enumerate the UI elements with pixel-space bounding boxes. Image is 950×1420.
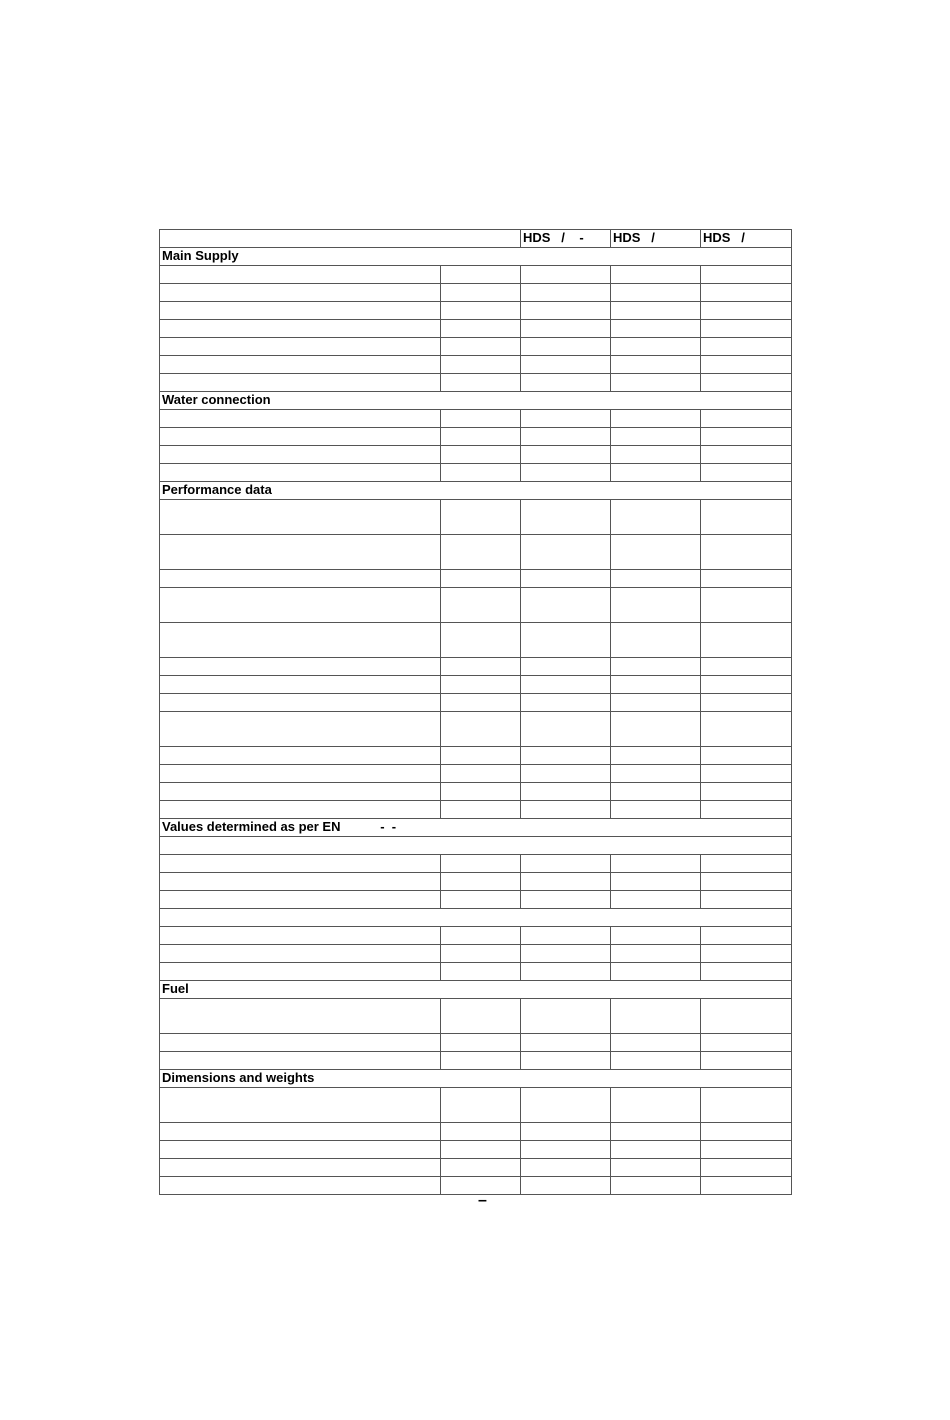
table-cell: [611, 266, 701, 284]
table-cell: [611, 963, 701, 981]
section-title: Dimensions and weights: [160, 1070, 792, 1088]
table-cell: [701, 694, 792, 712]
table-cell: [701, 570, 792, 588]
table-cell: [160, 801, 441, 819]
table-cell: [701, 712, 792, 747]
table-cell: [160, 588, 441, 623]
section-row: [160, 248, 792, 266]
table-row: [160, 284, 792, 302]
table-cell: [611, 1034, 701, 1052]
table-cell: [521, 266, 611, 284]
table-row: [160, 1034, 792, 1052]
table-row: [160, 891, 792, 909]
table-cell: [441, 570, 521, 588]
table-cell: [160, 712, 441, 747]
table-row: [160, 1159, 792, 1177]
table-cell: [160, 623, 441, 658]
table-cell: [160, 410, 441, 428]
table-cell: [441, 356, 521, 374]
table-cell: [521, 410, 611, 428]
table-cell: [160, 694, 441, 712]
table-cell: [701, 500, 792, 535]
table-cell: [521, 623, 611, 658]
table-cell: [611, 712, 701, 747]
table-cell: [441, 410, 521, 428]
table-cell: [441, 801, 521, 819]
table-cell: [441, 1123, 521, 1141]
table-cell: [701, 410, 792, 428]
table-cell: [701, 676, 792, 694]
table-cell: [611, 658, 701, 676]
table-cell: [611, 855, 701, 873]
table-cell: [521, 873, 611, 891]
table-cell: [701, 302, 792, 320]
table-row: [160, 1123, 792, 1141]
header-cell: [160, 230, 521, 248]
table-cell: [160, 765, 441, 783]
table-row: [160, 909, 792, 927]
table-cell: [160, 284, 441, 302]
table-cell: [160, 1052, 441, 1070]
table-cell: [160, 374, 441, 392]
table-row: [160, 320, 792, 338]
table-cell: [701, 446, 792, 464]
table-cell: [441, 320, 521, 338]
table-row: [160, 801, 792, 819]
table-row: [160, 873, 792, 891]
table-cell: [701, 963, 792, 981]
table-cell: [611, 676, 701, 694]
table-cell: [160, 963, 441, 981]
table-cell: [521, 1088, 611, 1123]
table-cell: [441, 284, 521, 302]
table-cell: [611, 338, 701, 356]
table-cell: [611, 891, 701, 909]
table-cell: [160, 999, 441, 1034]
table-row: [160, 1141, 792, 1159]
table-row: [160, 356, 792, 374]
table-cell: [701, 284, 792, 302]
table-cell: [521, 963, 611, 981]
table-cell: [441, 535, 521, 570]
table-cell: [521, 1052, 611, 1070]
table-row: [160, 338, 792, 356]
table-cell: [521, 338, 611, 356]
table-cell: [521, 658, 611, 676]
table-cell: [441, 1088, 521, 1123]
table-cell: [611, 927, 701, 945]
table-cell: [160, 428, 441, 446]
table-cell: [521, 1159, 611, 1177]
table-cell: [521, 801, 611, 819]
table-cell: [521, 500, 611, 535]
table-cell: [441, 873, 521, 891]
table-cell: [701, 338, 792, 356]
table-cell: [701, 356, 792, 374]
table-cell: [701, 320, 792, 338]
table-cell: [611, 801, 701, 819]
table-cell: [701, 658, 792, 676]
table-cell: [441, 446, 521, 464]
table-cell: [160, 500, 441, 535]
table-cell: [441, 694, 521, 712]
table-cell: [160, 891, 441, 909]
table-cell: [611, 1159, 701, 1177]
table-cell: [160, 1159, 441, 1177]
table-row: [160, 855, 792, 873]
table-cell: [701, 374, 792, 392]
table-cell: [611, 623, 701, 658]
table-cell: [441, 658, 521, 676]
table-cell: [441, 1159, 521, 1177]
section-row: [160, 482, 792, 500]
table-cell: [441, 783, 521, 801]
table-cell: [701, 783, 792, 801]
table-cell: [701, 1177, 792, 1195]
table-cell: [611, 446, 701, 464]
table-cell: [611, 783, 701, 801]
table-cell: [441, 464, 521, 482]
table-row: [160, 694, 792, 712]
table-cell: [701, 1159, 792, 1177]
section-row: [160, 392, 792, 410]
table-cell: [701, 535, 792, 570]
table-cell: [611, 356, 701, 374]
section-row: [160, 981, 792, 999]
table-cell: [611, 535, 701, 570]
table-cell: [441, 891, 521, 909]
table-cell: [611, 374, 701, 392]
section-title: Values determined as per EN - -: [160, 819, 792, 837]
section-title: Main Supply: [160, 248, 792, 266]
table-cell: [701, 927, 792, 945]
table-row: [160, 374, 792, 392]
table-cell: [160, 927, 441, 945]
table-cell: [521, 765, 611, 783]
table-cell: [521, 1034, 611, 1052]
table-cell: [160, 1123, 441, 1141]
table-cell: [611, 302, 701, 320]
section-title: Performance data: [160, 482, 792, 500]
page-mark: –: [478, 1192, 487, 1209]
table-cell: [441, 623, 521, 658]
table-cell: [441, 500, 521, 535]
table-cell: [521, 927, 611, 945]
table-row: [160, 570, 792, 588]
table-row: [160, 712, 792, 747]
table-cell: [160, 1177, 441, 1195]
table-cell: [160, 570, 441, 588]
table-cell: [521, 855, 611, 873]
table-row: [160, 837, 792, 855]
table-cell: [160, 676, 441, 694]
table-row: [160, 676, 792, 694]
table-cell: [441, 338, 521, 356]
table-row: [160, 783, 792, 801]
section-title: Water connection: [160, 392, 792, 410]
table-cell: [160, 338, 441, 356]
table-row: [160, 1177, 792, 1195]
table-cell: [441, 927, 521, 945]
table-cell: [160, 855, 441, 873]
table-cell: [160, 320, 441, 338]
table-cell: [160, 1034, 441, 1052]
table-row: [160, 500, 792, 535]
table-cell: [521, 446, 611, 464]
table-cell: [701, 464, 792, 482]
table-cell: [701, 1052, 792, 1070]
table-cell: [521, 356, 611, 374]
table-row: [160, 266, 792, 284]
section-title: Fuel: [160, 981, 792, 999]
spec-table: [159, 229, 792, 1195]
table-cell: [160, 1088, 441, 1123]
table-row: [160, 945, 792, 963]
table-cell: [611, 945, 701, 963]
table-cell: [701, 266, 792, 284]
table-cell: [611, 1177, 701, 1195]
table-cell: [521, 1141, 611, 1159]
table-cell: [160, 302, 441, 320]
table-row: [160, 302, 792, 320]
table-cell: [521, 1177, 611, 1195]
table-row: [160, 1088, 792, 1123]
table-row: [160, 446, 792, 464]
table-cell: [441, 374, 521, 392]
table-cell: [521, 535, 611, 570]
table-row: [160, 999, 792, 1034]
table-cell: [611, 747, 701, 765]
table-cell: [441, 428, 521, 446]
table-cell: [701, 1088, 792, 1123]
table-cell: [611, 284, 701, 302]
table-cell: [611, 428, 701, 446]
table-cell: [441, 747, 521, 765]
table-row: [160, 927, 792, 945]
table-row: [160, 658, 792, 676]
table-cell: [611, 765, 701, 783]
section-row: [160, 1070, 792, 1088]
table-cell: [611, 464, 701, 482]
table-cell: [611, 500, 701, 535]
table-cell: [160, 464, 441, 482]
table-cell: [441, 1034, 521, 1052]
table-row: [160, 535, 792, 570]
table-row: [160, 1052, 792, 1070]
table-cell: [160, 783, 441, 801]
table-cell: [441, 712, 521, 747]
table-cell: [521, 284, 611, 302]
table-row: [160, 623, 792, 658]
table-cell: [701, 747, 792, 765]
table-cell: [160, 873, 441, 891]
table-cell: [160, 945, 441, 963]
table-cell: [701, 999, 792, 1034]
table-row: [160, 464, 792, 482]
table-cell: [611, 588, 701, 623]
table-row: [160, 410, 792, 428]
table-cell: [160, 658, 441, 676]
table-cell: [160, 446, 441, 464]
table-cell: [160, 909, 792, 927]
table-cell: [521, 428, 611, 446]
header-row: [160, 230, 792, 248]
table-cell: [521, 302, 611, 320]
table-cell: [521, 374, 611, 392]
table-cell: [160, 356, 441, 374]
table-cell: [521, 945, 611, 963]
table-cell: [441, 1141, 521, 1159]
table-cell: [611, 1052, 701, 1070]
table-cell: [160, 837, 792, 855]
section-row: [160, 819, 792, 837]
table-cell: [521, 588, 611, 623]
table-cell: [611, 570, 701, 588]
table-cell: [521, 1123, 611, 1141]
table-cell: [160, 535, 441, 570]
table-cell: [611, 873, 701, 891]
table-row: [160, 963, 792, 981]
table-cell: [611, 694, 701, 712]
table-cell: [521, 712, 611, 747]
table-cell: [521, 783, 611, 801]
table-cell: [611, 410, 701, 428]
table-cell: [521, 464, 611, 482]
table-cell: [701, 873, 792, 891]
table-cell: [611, 1088, 701, 1123]
table-cell: [441, 765, 521, 783]
table-cell: [441, 945, 521, 963]
table-cell: [160, 1141, 441, 1159]
table-row: [160, 747, 792, 765]
table-cell: [441, 963, 521, 981]
table-cell: [611, 999, 701, 1034]
table-cell: [521, 999, 611, 1034]
table-cell: [521, 676, 611, 694]
table-cell: [701, 855, 792, 873]
model-header: HDS /: [611, 230, 701, 248]
table-cell: [441, 1052, 521, 1070]
table-cell: [701, 1034, 792, 1052]
table-cell: [701, 623, 792, 658]
table-cell: [521, 891, 611, 909]
table-cell: [521, 694, 611, 712]
model-header: HDS / -: [521, 230, 611, 248]
table-cell: [441, 302, 521, 320]
table-cell: [441, 266, 521, 284]
table-row: [160, 588, 792, 623]
table-cell: [701, 891, 792, 909]
table-row: [160, 428, 792, 446]
table-cell: [441, 855, 521, 873]
table-cell: [611, 1141, 701, 1159]
table-cell: [441, 588, 521, 623]
table-cell: [701, 1123, 792, 1141]
table-cell: [701, 588, 792, 623]
table-row: [160, 765, 792, 783]
table-cell: [701, 945, 792, 963]
table-cell: [160, 266, 441, 284]
table-cell: [441, 676, 521, 694]
table-cell: [701, 765, 792, 783]
table-cell: [701, 428, 792, 446]
table-cell: [701, 1141, 792, 1159]
table-cell: [611, 1123, 701, 1141]
table-cell: [521, 747, 611, 765]
table-cell: [611, 320, 701, 338]
table-cell: [160, 747, 441, 765]
table-cell: [521, 320, 611, 338]
table-cell: [521, 570, 611, 588]
table-cell: [441, 999, 521, 1034]
model-header: HDS /: [701, 230, 792, 248]
table-cell: [701, 801, 792, 819]
